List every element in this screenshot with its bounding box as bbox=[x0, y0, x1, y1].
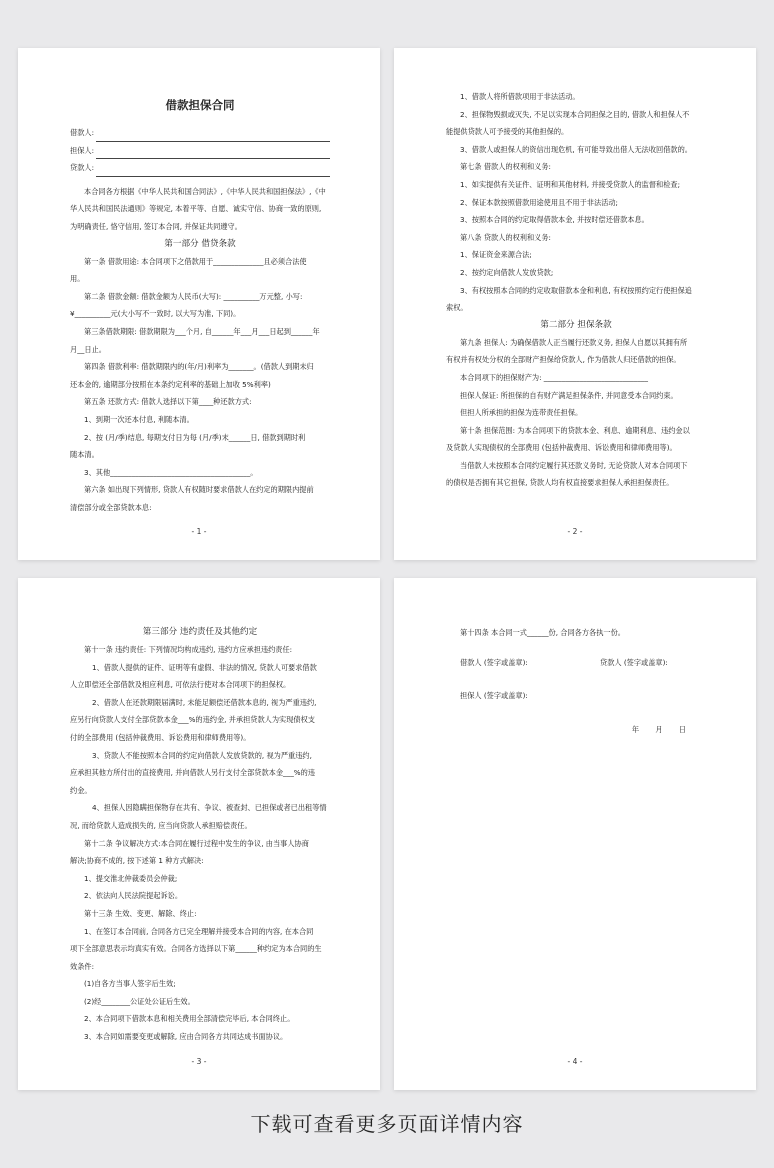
clause-line: 3、借款人或担保人的资信出现危机, 有可能导致出借人无法收回借款的。 bbox=[460, 144, 692, 154]
section-heading: 第三部分 违约责任及其他约定 bbox=[142, 627, 258, 637]
clause-line: 付的全部费用 (包括仲裁费用、诉讼费用和律师费用等)。 bbox=[70, 732, 251, 742]
clause-line: 2、按约定向借款人发放贷款; bbox=[460, 267, 554, 277]
clause-line: 第三条借款期限: 借款期限为___个月, 自______年___月___日起到______年 bbox=[84, 326, 320, 336]
clause-line: 4、担保人因隐瞒担保物存在共有、争议、被查封、已担保或者已出租等情 bbox=[92, 803, 327, 813]
clause-line: 的债权是否拥有其它担保, 贷款人均有权直接要求担保人承担担保责任。 bbox=[446, 478, 674, 488]
section-heading: 第一部分 借贷条款 bbox=[164, 238, 236, 249]
clause-line: 随本清。 bbox=[70, 450, 99, 460]
clause-line: 2、借款人在还款期限届满时, 未能足额偿还借款本息的, 视为严重违约, bbox=[92, 697, 317, 707]
clause-line: 第十三条 生效、变更、解除、终止: bbox=[84, 908, 197, 918]
clause-line: 3、贷款人不能按照本合同的约定向借款人发放贷款的, 视为严重违约, bbox=[92, 750, 312, 760]
signature-row bbox=[446, 654, 706, 672]
clause-line: 1、提交淮北仲裁委员会仲裁; bbox=[84, 873, 178, 883]
copies-clause: 第十四条 本合同一式______份, 合同各方各执一份。 bbox=[460, 628, 625, 637]
document-page-2 bbox=[394, 48, 756, 560]
page-number: - 4 - bbox=[567, 1057, 583, 1066]
clause-line: 第六条 如出现下列情形, 贷款人有权随时要求借款人在约定的期限内提前 bbox=[84, 485, 314, 495]
clause-line: 清偿部分或全部贷款本息: bbox=[70, 502, 152, 512]
clause-line: 及贷款人实现债权的全部费用 (包括仲裁费用、诉讼费用和律师费用等)。 bbox=[446, 443, 677, 453]
clause-line: 用。 bbox=[70, 274, 85, 284]
clause-line: (1)自各方当事人签字后生效; bbox=[84, 979, 176, 989]
page2-body-a bbox=[446, 88, 706, 317]
clause-line: 能提供贷款人可予接受的其他担保的。 bbox=[446, 127, 569, 137]
clause-line: 索权。 bbox=[446, 303, 468, 313]
clause-line: 3、其他_______________________________________。 bbox=[84, 467, 258, 477]
clause-line: 约金。 bbox=[70, 785, 92, 795]
page-number: - 1 - bbox=[191, 527, 207, 536]
lender-line bbox=[96, 165, 330, 177]
clause-line: 况, 而给贷款人造成损失的, 应当向贷款人承担赔偿责任。 bbox=[70, 820, 252, 830]
clause-line: 但担人所承担的担保为连带责任担保。 bbox=[460, 408, 583, 418]
clause-line: 当借款人未按照本合同约定履行其还款义务时, 无论贷款人对本合同项下 bbox=[460, 460, 688, 470]
page1-body bbox=[70, 253, 330, 517]
clause-line: 第十一条 违约责任: 下列情况均构成违约, 违约方应承担违约责任: bbox=[84, 645, 293, 654]
signature-date: 年 月 日 bbox=[631, 724, 686, 734]
clause-line: 还本金的, 逾期部分按照在本条约定利率的基础上加收 5%利率) bbox=[70, 379, 271, 389]
clause-line: 项下全部意思表示均真实有效。合同各方选择以下第______种约定为本合同的生 bbox=[70, 944, 322, 954]
signature-row bbox=[446, 687, 706, 705]
clause-line: 1、在签订本合同前, 合同各方已完全理解并接受本合同的内容, 在本合同 bbox=[84, 926, 314, 936]
clause-line: 第五条 还款方式: 借款人选择以下第____种还款方式: bbox=[84, 397, 252, 407]
page-number: - 2 - bbox=[567, 527, 583, 536]
document-page-1 bbox=[18, 48, 380, 560]
page3-body bbox=[70, 641, 330, 1046]
clause-line: 担保人保证: 所担保的自有财产满足担保条件, 并同意受本合同约束。 bbox=[460, 390, 678, 400]
clause-line: 1、借款人将所借款项用于非法活动。 bbox=[460, 92, 580, 101]
clause-line: 第十二条 争议解决方式:本合同在履行过程中发生的争议, 由当事人协商 bbox=[84, 838, 309, 848]
clause-line: 应承担其他方所付出的直接费用, 并向借款人另行支付全部贷款本金___%的违 bbox=[70, 768, 315, 778]
clause-line: 1、保证资金来源合法; bbox=[460, 250, 532, 260]
clause-line: 3、按照本合同的约定取得借款本金, 并按时偿还借款本息。 bbox=[460, 215, 649, 225]
clause-line: 1、到期一次还本付息, 利随本清。 bbox=[84, 414, 194, 424]
guarantor-line bbox=[96, 147, 330, 159]
preamble-line: 华人民共和国民法通则》等规定, 本着平等、自愿、诚实守信、协商一致的原则, bbox=[70, 204, 322, 214]
clause-line: 解决;协商不成的, 按下述第 1 种方式解决: bbox=[70, 856, 204, 866]
clause-line: 本合同项下的担保财产为: _____________________________ bbox=[460, 372, 648, 382]
clause-line: 人立即偿还全部借款及相应利息, 可依法行使对本合同项下的担保权。 bbox=[70, 680, 291, 690]
clause-line: (2)经________公证处公证后生效。 bbox=[84, 996, 195, 1006]
clause-line: 第九条 担保人: 为确保借款人正当履行还款义务, 担保人自愿以其拥有所 bbox=[460, 337, 688, 347]
guarantor-field: 担保人: bbox=[70, 142, 330, 160]
clause-line: 第二条 借款金额: 借款金额为人民币(大写): __________万元整, 小写: bbox=[84, 291, 303, 301]
clause-line: 第十条 担保范围: 为本合同项下的贷款本金、利息、逾期利息、违约金以 bbox=[460, 425, 690, 435]
lender-signature: 贷款人 (签字或盖章): bbox=[600, 657, 668, 667]
clause-line: ¥__________元(大小写不一致时, 以大写为准, 下同)。 bbox=[70, 309, 241, 319]
clause-line: 1、如实提供有关证件、证明和其他材料, 并接受贷款人的监督和检查; bbox=[460, 179, 681, 189]
lender-field: 贷款人: bbox=[70, 159, 330, 177]
clause-line: 2、依法向人民法院提起诉讼。 bbox=[84, 891, 183, 901]
preamble-line: 本合同各方根据《中华人民共和国合同法》,《中华人民共和国担保法》,《中 bbox=[84, 186, 326, 196]
guarantor-signature: 担保人 (签字或盖章): bbox=[460, 691, 528, 701]
page-number: - 3 - bbox=[191, 1057, 207, 1066]
clause-line: 有权并有权处分权的全部财产担保给贷款人, 作为借款人归还借款的担保。 bbox=[446, 355, 681, 365]
section-heading: 第二部分 担保条款 bbox=[540, 319, 612, 330]
clause-line: 1、借款人提供的证件、证明等有虚假、非法的情况, 贷款人可要求借款 bbox=[92, 662, 317, 672]
document-page-4 bbox=[394, 578, 756, 1090]
borrower-field: 借款人: bbox=[70, 124, 330, 142]
document-title: 借款担保合同 bbox=[165, 98, 235, 112]
preamble-line: 为明确责任, 恪守信用, 签订本合同, 并保证共同遵守。 bbox=[70, 221, 242, 231]
clause-line: 3、有权按照本合同的约定收取借款本金和利息, 有权按照约定行使担保追 bbox=[460, 285, 692, 295]
page2-body-b bbox=[446, 334, 706, 492]
clause-line: 应另行向贷款人支付全部贷款本金___%的违约金, 并承担贷款人为实现债权支 bbox=[70, 715, 315, 725]
clause-line: 第七条 借款人的权利和义务: bbox=[460, 162, 551, 172]
clause-line: 第八条 贷款人的权利和义务: bbox=[460, 232, 551, 242]
document-page-3 bbox=[18, 578, 380, 1090]
clause-line: 2、保证本款按照借款用途使用且不用于非法活动; bbox=[460, 197, 618, 207]
clause-line: 月__日止。 bbox=[70, 344, 106, 354]
clause-line: 2、担保物毁损或灭失, 不足以实现本合同担保之目的, 借款人和担保人不 bbox=[460, 109, 690, 119]
download-more-caption: 下载可查看更多页面详情内容 bbox=[250, 1112, 524, 1136]
clause-line: 2、按 (月/季)结息, 每期支付日为每 (月/季)末______日, 借款到期时利 bbox=[84, 432, 306, 442]
clause-line: 第四条 借款利率: 借款期限内的(年/月)利率为_______。(借款人到期未归 bbox=[84, 362, 314, 372]
clause-line: 第一条 借款用途: 本合同项下之借款用于______________且必须合法使 bbox=[84, 256, 307, 266]
borrower-signature: 借款人 (签字或盖章): bbox=[460, 657, 528, 667]
clause-line: 效条件: bbox=[70, 961, 94, 971]
clause-line: 3、本合同如需要变更或解除, 应由合同各方共同达成书面协议。 bbox=[84, 1032, 288, 1042]
clause-line: 2、本合同项下借款本息和相关费用全部清偿完毕后, 本合同终止。 bbox=[84, 1014, 295, 1024]
borrower-line bbox=[96, 130, 330, 142]
